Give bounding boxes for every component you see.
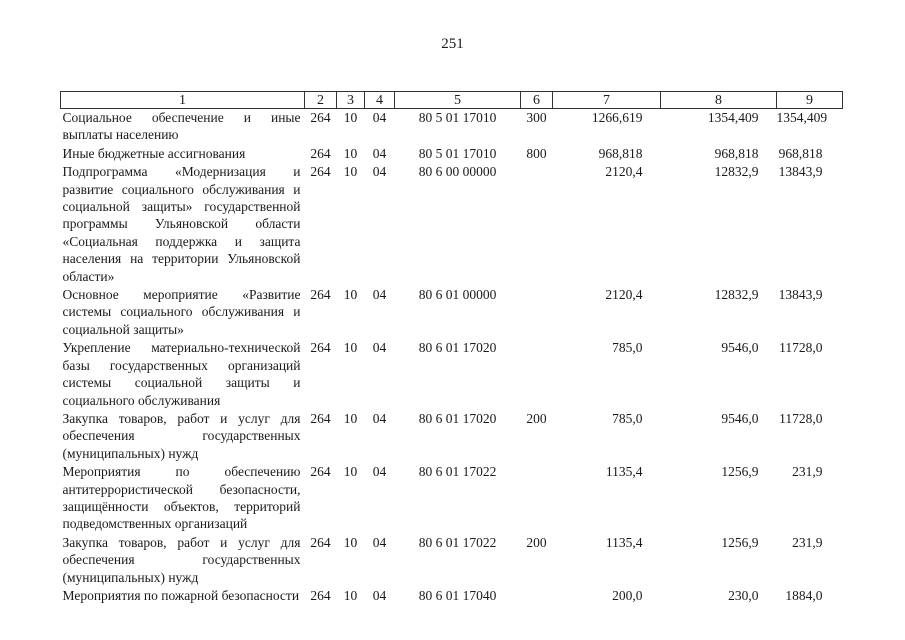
cell-col3: 10	[343, 164, 358, 180]
cell-col6: 200	[526, 410, 547, 426]
row-name: Мероприятия по пожарной безопасности	[62, 587, 300, 603]
row-name: Мероприятия по обеспечению антитеррористической безопасности, защищённости объектов, территорий подведомственных организаций	[62, 464, 301, 532]
cell-col3: 10	[343, 145, 358, 161]
cell-col8: 1256,9	[721, 534, 759, 550]
cell-col4: 04	[372, 340, 387, 356]
cell-col7: 1135,4	[605, 534, 643, 550]
cell-col8: 1354,409	[707, 110, 759, 125]
row-name: Иные бюджетные ассигнования	[62, 145, 246, 161]
cell-col7: 968,818	[598, 145, 643, 161]
cell-col8: 12832,9	[714, 164, 759, 180]
cell-col3: 10	[343, 587, 358, 603]
table-row	[61, 339, 843, 410]
budget-table	[60, 91, 843, 605]
cell-col5: 80 6 01 17022	[418, 534, 497, 550]
cell-col9: 231,9	[792, 464, 823, 480]
cell-col2: 264	[310, 287, 331, 303]
cell-col9: 231,9	[792, 534, 823, 550]
cell-col9: 968,818	[778, 145, 823, 161]
cell-col7: 200,0	[612, 587, 643, 603]
cell-col9: 11728,0	[779, 410, 823, 426]
table-row	[61, 109, 843, 145]
column-header-8: 8	[661, 92, 777, 109]
cell-col9: 13843,9	[778, 287, 823, 303]
cell-col2: 264	[310, 587, 331, 603]
cell-col7: 2120,4	[605, 164, 643, 180]
row-name: Укрепление материально-технической базы государственных организаций системы социальной защиты и социального обслуживания	[62, 340, 301, 408]
cell-col7: 2120,4	[605, 287, 643, 303]
column-header-1: 1	[61, 92, 305, 109]
cell-col3: 10	[343, 410, 358, 426]
cell-col2: 264	[310, 340, 331, 356]
cell-col8: 9546,0	[721, 340, 759, 356]
cell-col8: 230,0	[728, 587, 759, 603]
cell-col6	[521, 339, 553, 410]
row-name: Закупка товаров, работ и услуг для обеспечения государственных (муниципальных) нужд	[62, 534, 301, 585]
column-header-4: 4	[365, 92, 395, 109]
column-header-6: 6	[521, 92, 553, 109]
cell-col7: 785,0	[612, 410, 643, 426]
cell-col5: 80 5 01 17010	[418, 110, 497, 125]
cell-col4: 04	[372, 534, 387, 550]
row-name: Социальное обеспечение и иные выплаты населению	[62, 110, 301, 143]
cell-col2: 264	[310, 145, 331, 161]
cell-col2: 264	[310, 534, 331, 550]
row-name: Основное мероприятие «Развитие системы социального обслуживания и социальной защиты»	[62, 287, 301, 337]
cell-col8: 12832,9	[714, 287, 759, 303]
cell-col4: 04	[372, 410, 387, 426]
table-row	[61, 534, 843, 587]
cell-col7: 1135,4	[605, 464, 643, 480]
cell-col5: 80 6 01 17020	[418, 410, 497, 426]
table-row	[61, 286, 843, 339]
cell-col7: 1266,619	[591, 110, 643, 125]
row-name: Закупка товаров, работ и услуг для обеспечения государственных (муниципальных) нужд	[62, 410, 301, 461]
cell-col3: 10	[343, 464, 358, 480]
cell-col5: 80 5 01 17010	[418, 145, 497, 161]
cell-col5: 80 6 01 17040	[418, 587, 497, 603]
cell-col9: 13843,9	[778, 164, 823, 180]
cell-col9: 1354,409	[776, 110, 828, 125]
cell-col5: 80 6 01 17022	[418, 464, 497, 480]
cell-col5: 80 6 01 00000	[418, 287, 497, 303]
cell-col6: 200	[526, 534, 547, 550]
cell-col6	[521, 163, 553, 286]
page-number: 251	[441, 36, 464, 52]
cell-col9: 11728,0	[779, 340, 823, 356]
cell-col8: 1256,9	[721, 464, 759, 480]
cell-col6: 300	[526, 110, 547, 125]
cell-col5: 80 6 01 17020	[418, 340, 497, 356]
cell-col4: 04	[372, 287, 387, 303]
cell-col3: 10	[343, 534, 358, 550]
cell-col5: 80 6 00 00000	[418, 164, 497, 180]
cell-col9: 1884,0	[785, 587, 823, 603]
column-header-3: 3	[337, 92, 365, 109]
cell-col2: 264	[310, 110, 331, 125]
cell-col7: 785,0	[612, 340, 643, 356]
cell-col2: 264	[310, 464, 331, 480]
cell-col4: 04	[372, 145, 387, 161]
column-header-7: 7	[553, 92, 661, 109]
cell-col4: 04	[372, 464, 387, 480]
cell-col6	[521, 587, 553, 605]
column-header-2: 2	[305, 92, 337, 109]
cell-col8: 9546,0	[721, 410, 759, 426]
cell-col6: 800	[526, 145, 547, 161]
cell-col4: 04	[372, 164, 387, 180]
cell-col3: 10	[343, 110, 358, 125]
header-row	[61, 92, 843, 109]
table-row	[61, 163, 843, 286]
cell-col4: 04	[372, 587, 387, 603]
cell-col2: 264	[310, 164, 331, 180]
cell-col4: 04	[372, 110, 387, 125]
cell-col2: 264	[310, 410, 331, 426]
cell-col6	[521, 286, 553, 339]
cell-col3: 10	[343, 287, 358, 303]
cell-col8: 968,818	[714, 145, 759, 161]
column-header-5: 5	[395, 92, 521, 109]
cell-col6	[521, 463, 553, 534]
table-row	[61, 463, 843, 534]
column-header-9: 9	[777, 92, 843, 109]
table-row	[61, 410, 843, 463]
table-row	[61, 587, 843, 605]
cell-col3: 10	[343, 340, 358, 356]
row-name: Подпрограмма «Модернизация и развитие социального обслуживания и социальной защиты» государственной программы Ульяновской области «Социальная поддержка и защита населения на территории Ульяновской области»	[62, 164, 301, 284]
table-row	[61, 145, 843, 163]
